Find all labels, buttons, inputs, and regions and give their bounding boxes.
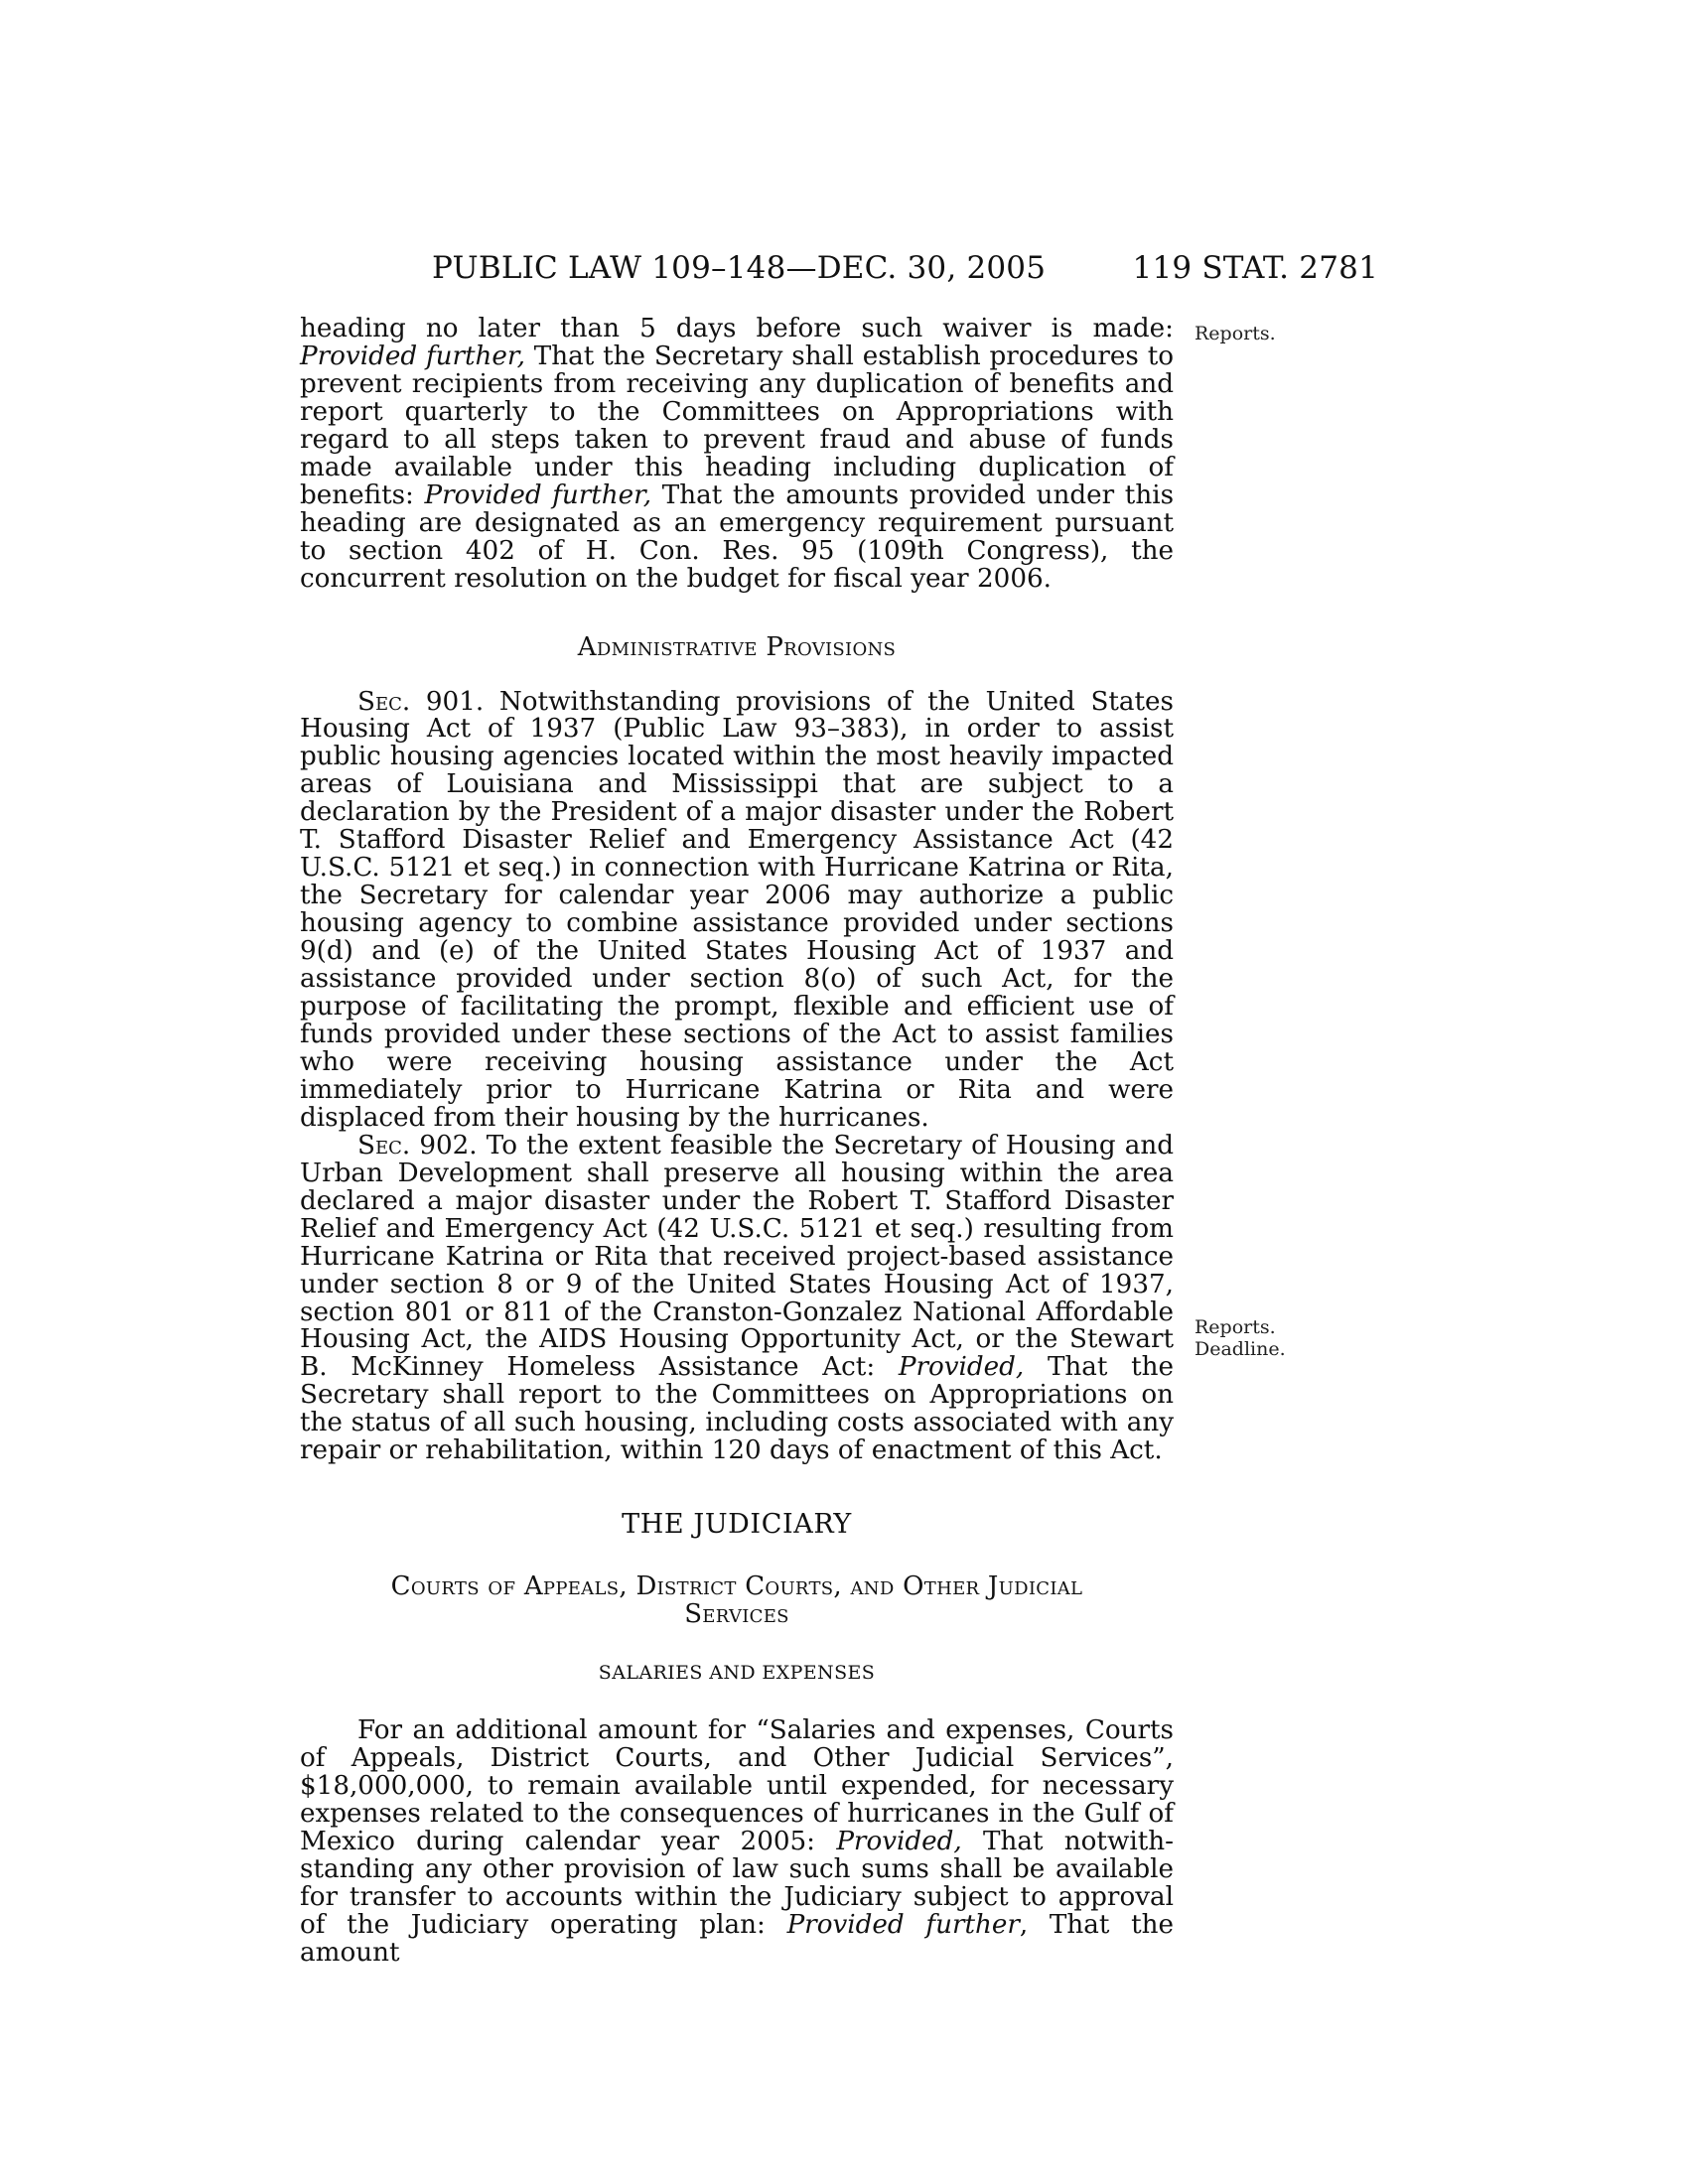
italic-proviso: Provided further, (300, 341, 525, 371)
salaries-expenses-heading: SALARIES AND EXPENSES (598, 1662, 876, 1685)
margin-note-reports-deadline (1195, 1316, 1286, 1360)
administrative-provisions-heading: Administrative Provisions (577, 631, 897, 662)
paragraph-continuation (300, 316, 1174, 594)
text-run: That the amounts provided under this heading are designated as an emergency requirement pursuant to section 402 of H. Con. Res. 95 (109th Congress), the concurrent resolution on the budget for fiscal year 2006. (300, 479, 1175, 594)
margin-note-line: Deadline. (1195, 1338, 1286, 1360)
public-law-citation: PUBLIC LAW 109–148—DEC. 30, 2005 (432, 250, 1047, 286)
section-text: Notwithstanding provisions of the United States Housing Act of 1937 (Public Law 93–383), in order to assist public housing agencies located within the most heavily impacted areas of Louisiana and Mississippi that are subject to a declaration by the President of a major disaster under the Robert T. Stafford Disaster Relief and Emergency Assistance Act (42 U.S.C. 5121 et seq.) in connection with Hurricane Katrina or Rita, the Secretary for calendar year 2006 may authorize a public housing agency to combine assistance provided under sections 9(d) and (e) of the United States Housing Act of 1937 and assistance provided under section 8(o) of such Act, for the purpose of facilitating the prompt, flexible and efficient use of funds provided under these sections of the Act to assist families who were receiving housing assistance under the Act immediately prior to Hurricane Katrina or Rita and were displaced from their housing by the hurricanes. (300, 686, 1174, 1133)
italic-proviso: Provided, (836, 1827, 962, 1857)
section-text: To the extent feasible the Secretary of Housing and Urban Development shall preserve all housing within the area declared a major disaster under the Robert T. Stafford Disaster Relief and Emergency Act (42 U.S.C. 5121 et seq.) resulting from Hurricane Katrina or Rita that received project-based assistance under section 8 or 9 of the United States Housing Act of 1937, section 801 or 811 of the Cranston-Gonzalez National Affordable Housing Act, the AIDS Housing Opportunity Act, or the Stewart B. McKinney Homeless Assistance Act: (300, 1130, 1174, 1383)
section-label: Sec (357, 686, 402, 717)
italic-proviso: Provided further, (424, 479, 652, 510)
margin-note-reports: Reports. (1195, 323, 1276, 344)
italic-proviso: Provided further (786, 1909, 1020, 1940)
salaries-paragraph (300, 1717, 1174, 1968)
section-901 (300, 686, 1174, 1133)
section-number: . 901. (401, 686, 485, 717)
margin-note-line: Reports. (1195, 1316, 1276, 1338)
section-text: That the Secretary shall report to the Committees on Appropriations on the status of all such housing, including costs associated with any repair or rehabilitation, within 120 days of enactment of this Act. (300, 1352, 1174, 1466)
text-run: That the Secretary shall establish procedures to prevent recipients from receiving any duplication of benefits and report quarterly to the Committees on Appropriations with regard to all steps taken to prevent fraud and abuse of funds made available under this heading including duplication of benefits: (300, 341, 1174, 510)
text-run: That notwithstanding any other provision of law such sums shall be available for transfer to accounts within the Judiciary subject to approval of the Judiciary operating plan: (300, 1827, 1174, 1940)
section-902 (300, 1130, 1174, 1466)
text-run: heading no later than 5 days before such waiver is made: (300, 314, 1174, 343)
italic-proviso: Provided, (898, 1352, 1025, 1383)
text-run: For an additional amount for “Salaries and expenses, Courts of Appeals, District Courts, and Other Judicial Services”, $18,000,000, to remain available until expended, for necessary expenses related to the consequences of hurricanes in the Gulf of Mexico during calendar year 2005: (300, 1715, 1174, 1857)
statute-page-reference: 119 STAT. 2781 (1132, 250, 1378, 286)
courts-heading: Courts of Appeals, District Courts, and Other Judicial Services (390, 1571, 1083, 1630)
text-run: , That the amount (300, 1909, 1174, 1968)
section-number: . 902. (401, 1130, 478, 1160)
section-label: Sec (357, 1130, 402, 1160)
judiciary-heading: THE JUDICIARY (622, 1509, 852, 1541)
document-body (300, 316, 1174, 1968)
